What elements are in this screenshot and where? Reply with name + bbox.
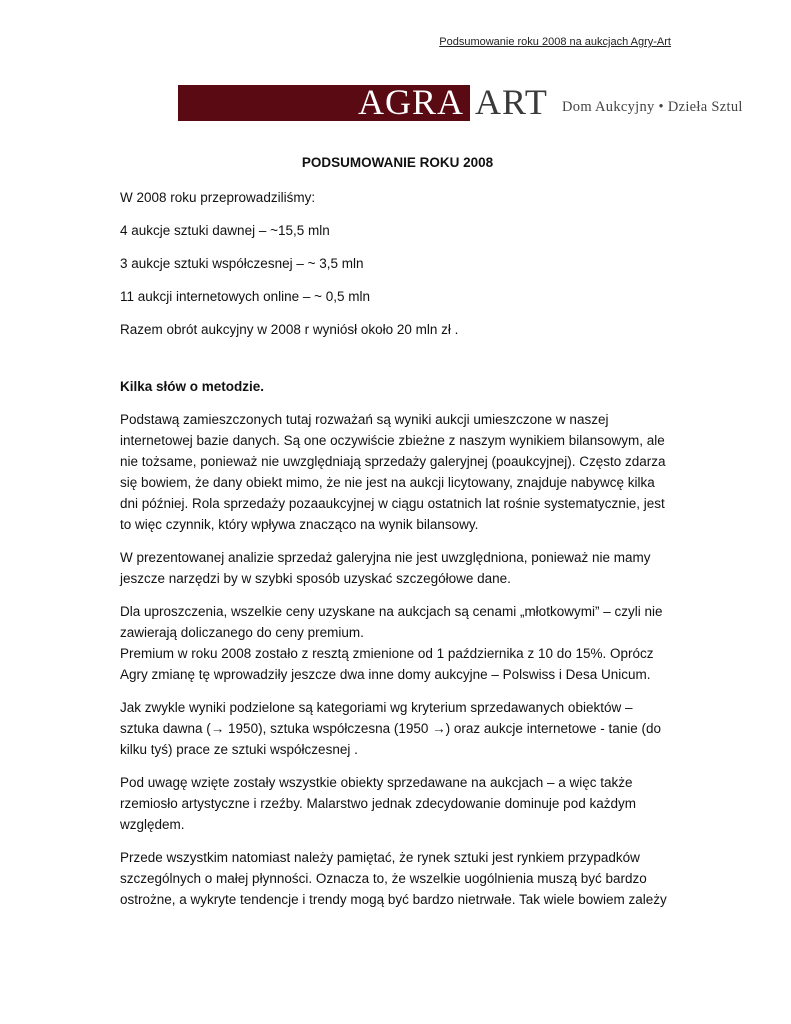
running-header: Podsumowanie roku 2008 na aukcjach Agry-Art: [439, 36, 671, 48]
summary-item: 4 aukcje sztuki dawnej – ~15,5 mln: [120, 223, 330, 238]
paragraph: W prezentowanej analizie sprzedaż galeryjna nie jest uwzględniona, ponieważ nie mamy jeszcze narzędzi by w szybki sposób uzyskać szczegółowe dane.: [120, 550, 651, 586]
agra-art-logo: [178, 82, 758, 123]
logo-red-block: [178, 82, 470, 122]
paragraph: [120, 601, 675, 685]
paragraph: Przede wszystkim natomiast należy pamiętać, że rynek sztuki jest rynkiem przypadków szczególnych o małej płynności. Oznacza to, że wszelkie uogólnienia muszą być bardzo ostrożne, a wykryte tendencje i trendy mogą być bardzo nietrwałe. Tak wiele bowiem zależy: [120, 850, 667, 907]
logo-agra-text: AGRA: [357, 82, 464, 122]
paragraph: Podstawą zamieszczonych tutaj rozważań są wyniki aukcji umieszczone w naszej internetowej bazie danych. Są one oczywiście zbieżne z naszym wynikiem bilansowym, ale nie tożsame, ponieważ nie uwzględniają sprzedaży galeryjnej (poaukcyjnej). Często zdarza się bowiem, że dany obiekt mimo, że nie jest na aukcji licytowany, znajduje nabywcę kilka dni później. Rola sprzedaży pozaaukcyjnej w ciągu ostatnich lat rośnie systematycznie, jest to więc czynnik, który wpływa znacząco na wynik bilansowy.: [120, 412, 666, 532]
paragraph: Jak zwykle wyniki podzielone są kategoriami wg kryterium sprzedawanych obiektów – sztuka dawna (→ 1950), sztuka współczesna (1950 →) oraz aukcje internetowe - tanie (do kilku tyś) prace ze sztuki współczesnej .: [120, 700, 662, 757]
document-title: PODSUMOWANIE ROKU 2008: [301, 155, 494, 170]
paragraph-line: Dla uproszczenia, wszelkie ceny uzyskane na aukcjach są cenami „młotkowymi” – czyli nie zawierają doliczanego do ceny premium.: [120, 604, 663, 640]
logo-art-text: ART: [475, 82, 548, 122]
intro-line: W 2008 roku przeprowadziliśmy:: [120, 190, 316, 205]
paragraph: Pod uwagę wzięte zostały wszystkie obiekty sprzedawane na aukcjach – a więc także rzemiosło artystyczne i rzeźby. Malarstwo jednak zdecydowanie dominuje pod każdym względem.: [120, 775, 636, 832]
method-heading: Kilka słów o metodzie.: [120, 379, 265, 394]
logo-subtitle: Dom Aukcyjny • Dzieła Sztul: [562, 99, 743, 115]
document-body: [120, 152, 675, 922]
paragraph-line: Premium w roku 2008 zostało z resztą zmienione od 1 października z 10 do 15%. Oprócz Agry zmianę tę wprowadziły jeszcze dwa inne domy aukcyjne – Polswiss i Desa Unicum.: [120, 646, 654, 682]
summary-item: 3 aukcje sztuki współczesnej – ~ 3,5 mln: [120, 256, 364, 271]
total-line: Razem obrót aukcyjny w 2008 r wyniósł około 20 mln zł .: [120, 322, 459, 337]
summary-item: 11 aukcji internetowych online – ~ 0,5 mln: [120, 289, 371, 304]
